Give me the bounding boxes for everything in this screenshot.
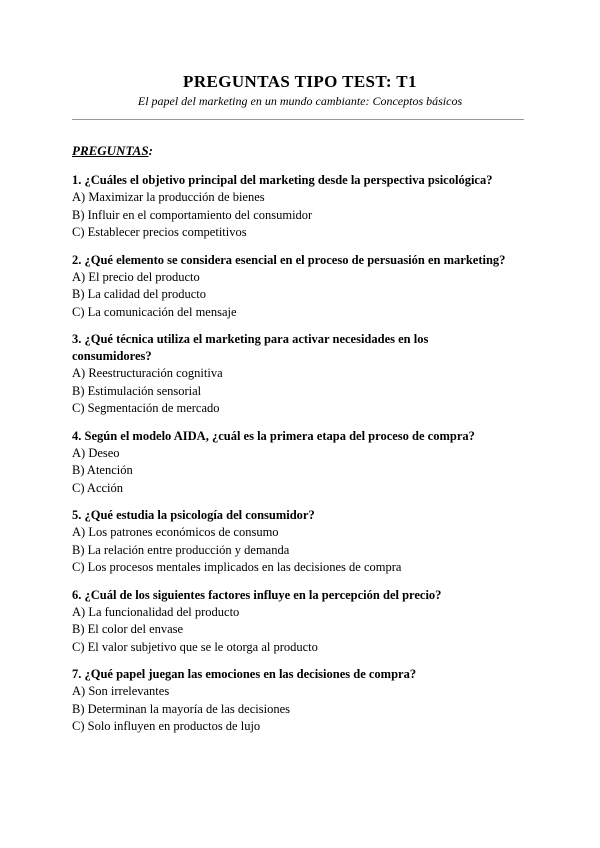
answer-option: A) El precio del producto xyxy=(72,269,200,284)
question-item xyxy=(72,587,532,657)
answer-option: B) La calidad del producto xyxy=(72,287,206,301)
answer-option: C) Los procesos mentales implicados en las decisiones de compra xyxy=(72,560,402,574)
page-title: PREGUNTAS TIPO TEST: T1 xyxy=(183,72,417,91)
question-text: 7. ¿Qué papel juegan las emociones en las decisiones de compra? xyxy=(72,667,417,681)
answer-option: C) El valor subjetivo que se le otorga al producto xyxy=(72,639,318,654)
question-text: 5. ¿Qué estudia la psicología del consumidor? xyxy=(72,508,315,522)
answer-option: B) El color del envase xyxy=(72,622,184,636)
answer-option: B) Determinan la mayoría de las decisiones xyxy=(72,701,290,716)
section-heading-label: PREGUNTAS xyxy=(72,143,149,158)
section-heading-colon: : xyxy=(148,143,153,158)
question-text: 2. ¿Qué elemento se considera esencial en el proceso de persuasión en marketing? xyxy=(72,252,506,267)
answer-option: A) Maximizar la producción de bienes xyxy=(72,190,265,204)
question-item xyxy=(72,428,532,498)
question-text: 3. ¿Qué técnica utiliza el marketing para activar necesidades en los consumidores? xyxy=(72,332,429,363)
question-list xyxy=(72,172,532,746)
answer-option: B) Estimulación sensorial xyxy=(72,383,202,398)
header-divider xyxy=(72,119,524,120)
answer-option: A) La funcionalidad del producto xyxy=(72,604,240,619)
question-item xyxy=(72,252,532,322)
answer-option: B) Influir en el comportamiento del consumidor xyxy=(72,207,313,222)
section-heading xyxy=(72,143,153,159)
answer-option: B) La relación entre producción y demanda xyxy=(72,542,290,557)
answer-option: C) La comunicación del mensaje xyxy=(72,304,237,319)
answer-option: C) Segmentación de mercado xyxy=(72,401,220,415)
page-subtitle: El papel del marketing en un mundo cambiante: Conceptos básicos xyxy=(137,94,463,108)
question-item xyxy=(72,172,532,242)
answer-option: C) Solo influyen en productos de lujo xyxy=(72,719,261,733)
answer-option: A) Reestructuración cognitiva xyxy=(72,366,223,380)
answer-option: B) Atención xyxy=(72,463,133,477)
answer-option: A) Los patrones económicos de consumo xyxy=(72,525,279,539)
answer-option: C) Acción xyxy=(72,480,124,495)
answer-option: C) Establecer precios competitivos xyxy=(72,225,247,239)
answer-option: A) Deseo xyxy=(72,445,120,460)
question-text: 4. Según el modelo AIDA, ¿cuál es la primera etapa del proceso de compra? xyxy=(72,428,475,443)
question-text: 1. ¿Cuáles el objetivo principal del marketing desde la perspectiva psicológica? xyxy=(72,173,493,187)
answer-option: A) Son irrelevantes xyxy=(72,684,170,698)
question-text: 6. ¿Cuál de los siguientes factores influye en la percepción del precio? xyxy=(72,587,442,602)
question-item xyxy=(72,331,532,418)
question-item xyxy=(72,666,532,736)
question-item xyxy=(72,507,532,577)
